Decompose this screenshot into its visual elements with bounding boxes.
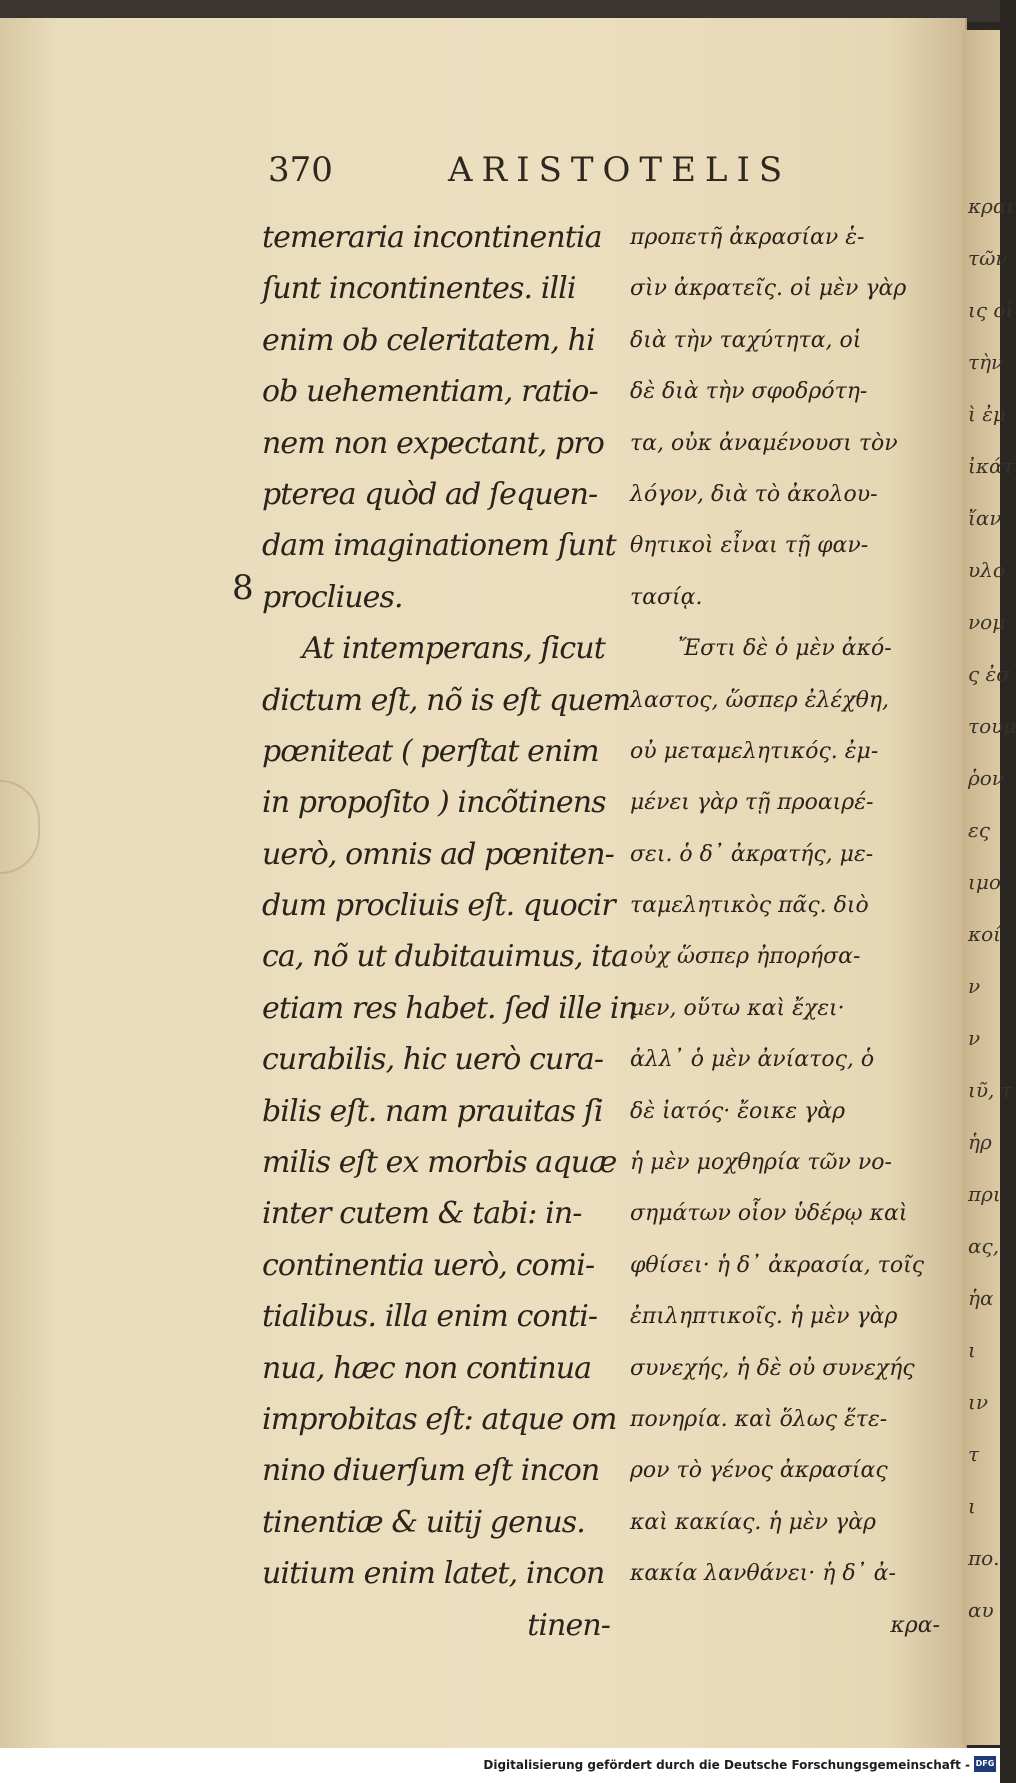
latin-text-line: etiam res habet. ſed ille in bbox=[262, 990, 637, 1026]
next-page-fragment: ας, bbox=[968, 1234, 1000, 1258]
next-page-fragment: ἡρ bbox=[968, 1130, 992, 1154]
greek-text-line: σει. ὁ δ᾽ ἀκρατής, με- bbox=[630, 841, 874, 867]
margin-section-number: 8 bbox=[232, 568, 254, 608]
greek-text-line: συνεχής, ἡ δὲ οὐ συνεχής bbox=[630, 1355, 915, 1381]
greek-text-line: σημάτων οἷον ὑδέρῳ καὶ bbox=[630, 1201, 908, 1227]
latin-text-line: bilis eſt. nam prauitas ſi bbox=[262, 1093, 603, 1129]
next-page-fragment: ι bbox=[968, 1494, 976, 1518]
next-page-fragment: ν bbox=[968, 974, 981, 998]
latin-text-line: nino diuerſum eſt incon bbox=[262, 1453, 600, 1489]
next-page-fragment: ῥον bbox=[968, 766, 1004, 790]
greek-text-line: διὰ τὴν ταχύτητα, οἱ bbox=[630, 327, 862, 353]
footer-credit: Digitalisierung gefördert durch die Deutsche Forschungsgemeinschaft - bbox=[483, 1758, 970, 1772]
latin-text-line: improbitas eſt: atque om bbox=[262, 1401, 617, 1437]
latin-text-line: nua, hæc non continua bbox=[262, 1350, 592, 1386]
next-page-fragment: ες bbox=[968, 818, 990, 842]
latin-text-line: dum procliuis eſt. quocir bbox=[262, 888, 615, 924]
greek-text-line: μένει γὰρ τῇ προαιρέ- bbox=[630, 790, 874, 816]
greek-text-line: φθίσει· ἡ δ᾽ ἀκρασία, τοῖς bbox=[630, 1252, 925, 1278]
latin-text-line: curabilis, hic uerò cura- bbox=[262, 1042, 604, 1078]
next-page-fragment: ς ἐσ bbox=[968, 662, 1010, 686]
greek-text-line: καὶ κακίας. ἡ μὲν γὰρ bbox=[630, 1509, 876, 1535]
latin-column bbox=[262, 212, 637, 1651]
page-header bbox=[0, 150, 965, 200]
greek-text-line: μεν, οὕτω καὶ ἔχει· bbox=[630, 995, 845, 1021]
next-page-fragment: αυ bbox=[968, 1598, 994, 1622]
greek-text-line: λαστος, ὥσπερ ἐλέχθη, bbox=[630, 687, 889, 713]
greek-text-line: προπετῆ ἀκρασίαν ἑ- bbox=[630, 225, 865, 250]
latin-text-line: milis eſt ex morbis aquæ bbox=[262, 1145, 617, 1181]
latin-text-line: uitium enim latet, incon bbox=[262, 1556, 605, 1592]
latin-text-line: inter cutem & tabi: in- bbox=[262, 1196, 582, 1232]
greek-text-line: ἡ μὲν μοχθηρία τῶν νο- bbox=[630, 1150, 892, 1176]
next-page-fragment: ἡα bbox=[968, 1286, 994, 1310]
next-page-fragment: ις οἱ bbox=[968, 298, 1014, 322]
greek-text-line: ἐπιληπτικοῖς. ἡ μὲν γὰρ bbox=[630, 1304, 898, 1330]
page-number: 370 bbox=[268, 150, 333, 190]
latin-text-line: ob uehementiam, ratio- bbox=[262, 374, 598, 410]
next-page-fragment: ἰκάτ bbox=[968, 454, 1014, 478]
next-page-fragment: κοί bbox=[968, 922, 1001, 946]
next-page-fragment: τουμ bbox=[968, 714, 1016, 738]
latin-text-line: dam imaginationem ſunt bbox=[262, 528, 616, 564]
greek-text-line: τασίᾳ. bbox=[630, 584, 703, 610]
greek-column bbox=[630, 212, 940, 1651]
next-page-fragment: ιμο bbox=[968, 870, 1001, 894]
latin-text-line: procliues. bbox=[262, 579, 403, 615]
next-page-fragment: τῶν bbox=[968, 246, 1008, 270]
greek-text-line: Ἔστι δὲ ὁ μὲν ἀκό- bbox=[678, 636, 892, 662]
latin-text-line: uerò, omnis ad pœniten- bbox=[262, 836, 614, 872]
latin-text-line: tialibus. illa enim conti- bbox=[262, 1299, 598, 1335]
running-head: ARISTOTELIS bbox=[448, 150, 792, 190]
next-page-fragment: ἴαν bbox=[968, 506, 1002, 530]
next-page-fragment: ιν bbox=[968, 1390, 988, 1414]
next-page-fragment: υλο bbox=[968, 558, 1005, 582]
next-page-fragment: τὴν bbox=[968, 350, 1004, 374]
greek-text-line: ρον τὸ γένος ἀκρασίας bbox=[630, 1458, 888, 1484]
digitization-footer bbox=[0, 1748, 1000, 1783]
latin-text-line: pœniteat ( perſtat enim bbox=[262, 733, 599, 769]
latin-text-line: enim ob celeritatem, hi bbox=[262, 322, 595, 358]
next-page-fragment: ιῦ, τ bbox=[968, 1078, 1012, 1102]
latin-text-line: temeraria incontinentia bbox=[262, 220, 602, 255]
next-page-fragment: πρι bbox=[968, 1182, 1001, 1206]
latin-text-line: ſunt incontinentes. illi bbox=[262, 271, 576, 307]
next-page-fragment: τ bbox=[968, 1442, 980, 1466]
latin-text-line: dictum eſt, nõ is eſt quem bbox=[262, 682, 631, 718]
next-page-fragment: κραι bbox=[968, 194, 1015, 218]
greek-text-line: δὲ διὰ τὴν σφοδρότη- bbox=[630, 379, 868, 405]
latin-text-line: ca, nõ ut dubitauimus, ita bbox=[262, 939, 629, 975]
latin-text-line: pterea quòd ad ſequen- bbox=[262, 476, 598, 512]
greek-text-line: οὐχ ὥσπερ ἠπορήσα- bbox=[630, 944, 861, 970]
latin-text-line: in propoſito ) incõtinens bbox=[262, 785, 606, 821]
latin-text-line: tinentiæ & uitij genus. bbox=[262, 1504, 585, 1540]
next-page-fragment: νομ bbox=[968, 610, 1006, 634]
greek-text-line: κρα- bbox=[890, 1612, 940, 1638]
next-page-fragments bbox=[962, 180, 1016, 1640]
latin-text-line: At intemperans, ſicut bbox=[302, 631, 605, 667]
greek-text-line: ταμελητικὸς πᾶς. διὸ bbox=[630, 893, 869, 919]
next-page-fragment: ν bbox=[968, 1026, 981, 1050]
greek-text-line: σὶν ἀκρατεῖς. οἱ μὲν γὰρ bbox=[630, 276, 907, 302]
greek-text-line: λόγον, διὰ τὸ ἀκολου- bbox=[630, 481, 878, 507]
greek-text-line: θητικοὶ εἶναι τῇ φαν- bbox=[630, 533, 869, 559]
latin-text-line: continentia uerò, comi- bbox=[262, 1247, 595, 1283]
next-page-fragment: ὶ ἐμ bbox=[968, 402, 1006, 426]
greek-text-line: τα, οὐκ ἀναμένουσι τὸν bbox=[630, 430, 898, 456]
next-page-fragment: ι bbox=[968, 1338, 976, 1362]
greek-text-line: δὲ ἰατός· ἔοικε γὰρ bbox=[630, 1098, 846, 1124]
greek-text-line: κακία λανθάνει· ἡ δ᾽ ἀ- bbox=[630, 1561, 896, 1587]
greek-text-line: οὐ μεταμελητικός. ἐμ- bbox=[630, 738, 879, 764]
greek-text-line: ἀλλ᾽ ὁ μὲν ἀνίατος, ὁ bbox=[630, 1047, 875, 1073]
next-page-fragment: πο. bbox=[968, 1546, 1000, 1570]
dfg-logo-badge: DFG bbox=[974, 1756, 996, 1772]
latin-text-line: nem non expectant, pro bbox=[262, 425, 604, 461]
greek-text-line: πονηρία. καὶ ὅλως ἕτε- bbox=[630, 1406, 888, 1432]
latin-text-line: tinen- bbox=[527, 1607, 610, 1643]
